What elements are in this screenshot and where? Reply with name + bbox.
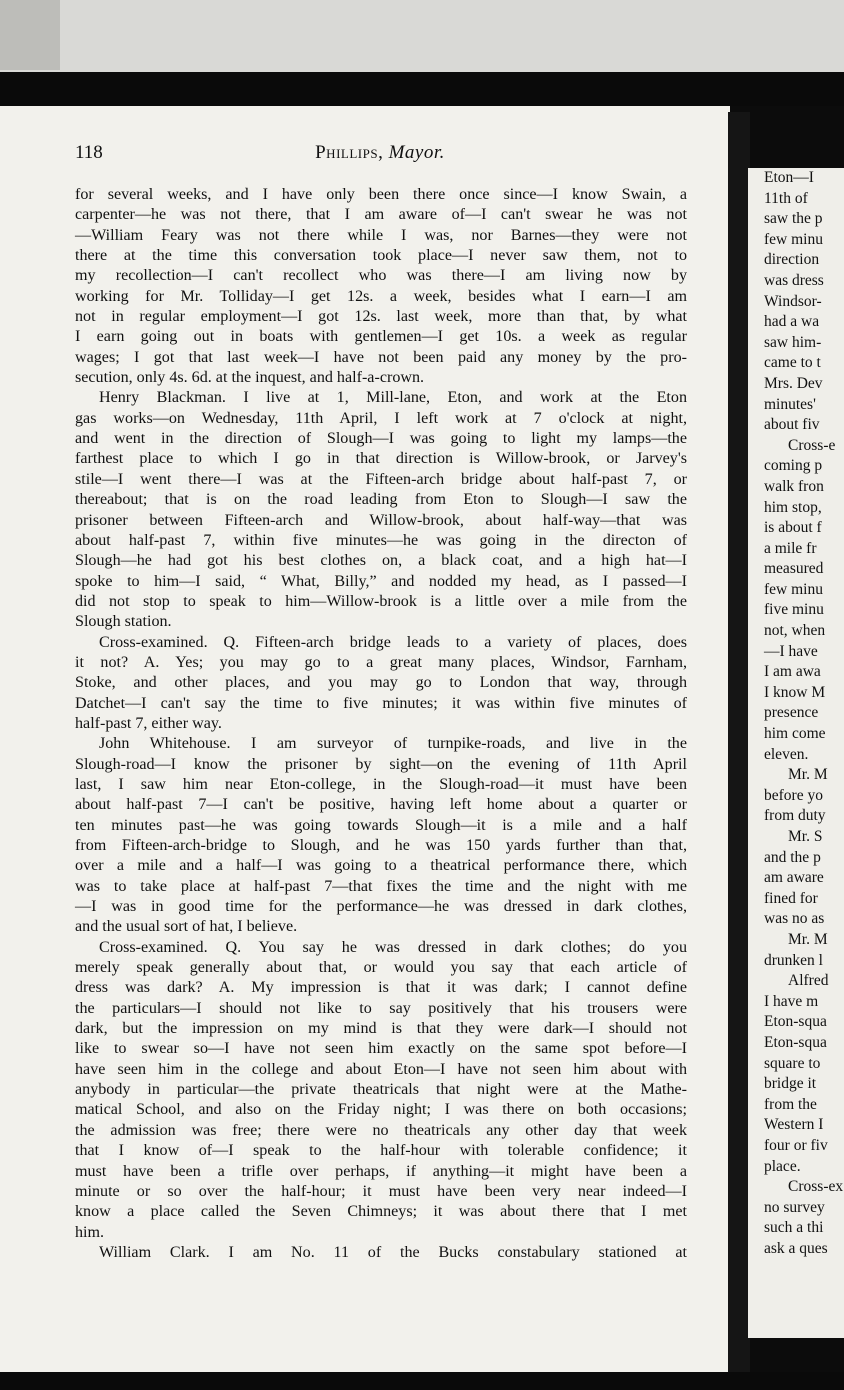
text-line: merely speak generally about that, or would you say that each article of bbox=[75, 959, 687, 977]
facing-line: Eton-squa bbox=[764, 1033, 827, 1051]
text-line: Slough-road—I know the prisoner by sight—on the evening of 11th April bbox=[75, 755, 687, 773]
text-line: the admission was free; there were no theatricals any other day that week bbox=[75, 1121, 687, 1139]
text-line: half-past 7, either way. bbox=[75, 714, 222, 732]
bottom-edge bbox=[0, 1372, 844, 1390]
facing-line: square to bbox=[764, 1054, 821, 1072]
facing-line: I know M bbox=[764, 683, 826, 701]
facing-line: him come bbox=[764, 725, 826, 743]
facing-line: not, when bbox=[764, 622, 826, 640]
text-line: him. bbox=[75, 1223, 105, 1241]
facing-line: eleven. bbox=[764, 745, 809, 763]
facing-line: him stop, bbox=[764, 498, 822, 516]
facing-line: a mile fr bbox=[764, 539, 817, 557]
text-line: did not stop to speak to him—Willow-brook is a little over a mile from the bbox=[75, 592, 687, 610]
facing-line: direction bbox=[764, 251, 820, 269]
text-line: last, I saw him near Eton-college, in the Slough-road—it must have been bbox=[75, 775, 687, 793]
text-line: was to take place at half-past 7—that fixes the time and the night with me bbox=[75, 877, 687, 895]
text-line: secution, only 4s. 6d. at the inquest, and half-a-crown. bbox=[75, 369, 425, 387]
text-line: the particulars—I should not like to say positively that his trousers were bbox=[75, 999, 687, 1017]
text-line: thereabout; that is on the road leading from Eton to Slough—I saw the bbox=[75, 491, 687, 509]
facing-line: fined for bbox=[764, 889, 818, 907]
facing-line: Windsor- bbox=[764, 292, 822, 310]
text-line: stile—I went there—I was at the Fifteen-arch bridge about half-past 7, or bbox=[75, 470, 687, 488]
facing-line: I have m bbox=[764, 992, 819, 1010]
text-line: there at the time this conversation took place—I never saw them, not to bbox=[75, 247, 687, 265]
facing-line: Western I bbox=[764, 1116, 824, 1134]
facing-line: about fiv bbox=[764, 416, 820, 434]
text-line: carpenter—he was not there, that I am aware of—I can't swear he was not bbox=[75, 206, 687, 224]
text-line: matical School, and also on the Friday night; I was there on both occasions; bbox=[75, 1101, 687, 1119]
facing-line: Mr. M bbox=[788, 930, 828, 948]
text-line: John Whitehouse. I am surveyor of turnpike-roads, and live in the bbox=[99, 735, 687, 753]
text-line: and the usual sort of hat, I believe. bbox=[75, 918, 298, 936]
facing-line: from the bbox=[764, 1095, 817, 1113]
text-line: —I was in good time for the performance—he was dressed in dark clothes, bbox=[75, 898, 687, 916]
text-line: like to swear so—I have not seen him exactly on the same spot before—I bbox=[75, 1040, 687, 1058]
text-line: minute or so over the half-hour; it must have been very near indeed—I bbox=[75, 1182, 687, 1200]
facing-line: no survey bbox=[764, 1198, 825, 1216]
facing-line: Cross-e bbox=[788, 436, 836, 454]
text-line: about half-past 7, within five minutes—he was going in the directon of bbox=[75, 531, 687, 549]
text-line: working for Mr. Tolliday—I get 12s. a week, besides what I earn—I am bbox=[75, 287, 687, 305]
facing-line: coming p bbox=[764, 457, 823, 475]
facing-line: am aware bbox=[764, 869, 824, 887]
page-number: 118 bbox=[75, 142, 103, 163]
text-line: William Clark. I am No. 11 of the Bucks constabulary stationed at bbox=[99, 1243, 687, 1261]
facing-line: few minu bbox=[764, 580, 823, 598]
text-line: Cross-examined. Q. You say he was dressed in dark clothes; do you bbox=[99, 938, 687, 956]
facing-line: ask a ques bbox=[764, 1239, 828, 1257]
text-line: —William Feary was not there while I was, nor Barnes—they were not bbox=[75, 226, 687, 244]
facing-line: saw the p bbox=[764, 210, 823, 228]
facing-line: Eton-squa bbox=[764, 1013, 827, 1031]
running-title-role: Mayor. bbox=[388, 142, 445, 163]
text-line: know a place called the Seven Chimneys; it was about there that I met bbox=[75, 1203, 687, 1221]
text-line: spoke to him—I said, “ What, Billy,” and nodded my head, as I passed—I bbox=[75, 572, 687, 590]
facing-line: was dress bbox=[764, 271, 824, 289]
page-body bbox=[75, 185, 687, 1263]
background-shadow bbox=[0, 0, 60, 70]
facing-line: Alfred bbox=[788, 972, 829, 990]
text-line: farthest place to which I go in that direction is Willow-brook, or Jarvey's bbox=[75, 450, 687, 468]
facing-line: four or fiv bbox=[764, 1136, 828, 1154]
text-line: ten minutes past—he was going towards Slough—it is a mile and a half bbox=[75, 816, 687, 834]
facing-line: Mrs. Dev bbox=[764, 374, 823, 392]
text-line: dress was dark? A. My impression is that it was dark; I cannot define bbox=[75, 979, 687, 997]
facing-line: Cross-ex bbox=[788, 1178, 844, 1196]
text-line: Slough—he had got his best clothes on, a black coat, and a high hat—I bbox=[75, 552, 687, 570]
facing-line: before yo bbox=[764, 786, 823, 804]
facing-line: Mr. M bbox=[788, 766, 828, 784]
text-line: Datchet—I can't say the time to five minutes; it was within five minutes of bbox=[75, 694, 687, 712]
facing-line: was no as bbox=[764, 910, 825, 928]
page-header bbox=[75, 142, 685, 170]
text-line: gas works—on Wednesday, 11th April, I left work at 7 o'clock at night, bbox=[75, 409, 687, 427]
running-title-name: Phillips, bbox=[315, 142, 384, 163]
facing-line: Mr. S bbox=[788, 828, 823, 845]
text-line: that I know of—I speak to the half-hour with tolerable confidence; it bbox=[75, 1142, 687, 1160]
binding-band bbox=[0, 72, 844, 106]
text-line: and went in the direction of Slough—I was going to light my lamps—the bbox=[75, 430, 687, 448]
text-line: I earn going out in boats with gentlemen—I get 10s. a week as regular bbox=[75, 328, 687, 346]
facing-line: came to t bbox=[764, 354, 821, 372]
facing-line: five minu bbox=[764, 601, 824, 619]
facing-line: —I have bbox=[764, 642, 818, 660]
facing-line: and the p bbox=[764, 848, 821, 866]
text-line: Stoke, and other places, and you may go to London that way, through bbox=[75, 674, 687, 692]
background-top bbox=[0, 0, 844, 78]
text-line: it not? A. Yes; you may go to a great many places, Windsor, Farnham, bbox=[75, 653, 687, 671]
text-line: Slough station. bbox=[75, 613, 172, 631]
facing-line: few minu bbox=[764, 230, 823, 248]
facing-line: bridge it bbox=[764, 1075, 817, 1093]
facing-line: from duty bbox=[764, 807, 826, 825]
facing-line: had a wa bbox=[764, 313, 820, 331]
text-line: prisoner between Fifteen-arch and Willow-brook, about half-way—that was bbox=[75, 511, 687, 529]
text-line: from Fifteen-arch-bridge to Slough, and he was 150 yards further than that, bbox=[75, 837, 687, 854]
text-line: must have been a trifle over perhaps, if anything—it might have been a bbox=[75, 1162, 687, 1180]
facing-line: measured bbox=[764, 560, 824, 578]
facing-line: presence bbox=[764, 704, 819, 722]
text-line: Cross-examined. Q. Fifteen-arch bridge leads to a variety of places, does bbox=[99, 633, 687, 651]
facing-line: walk fron bbox=[764, 477, 824, 495]
text-line: for several weeks, and I have only been there once since—I know Swain, a bbox=[75, 186, 687, 203]
facing-line: place. bbox=[764, 1157, 801, 1175]
running-title bbox=[75, 142, 685, 164]
facing-line: 11th of bbox=[764, 189, 808, 207]
facing-line: is about f bbox=[764, 519, 822, 537]
facing-line: minutes' bbox=[764, 395, 816, 413]
text-line: have seen him in the college and about Eton—I have not seen him about with bbox=[75, 1060, 687, 1078]
text-line: my recollection—I can't recollect who was there—I am living now by bbox=[75, 267, 687, 285]
text-line: not in regular employment—I got 12s. last week, more than that, by what bbox=[75, 308, 687, 326]
book-gutter bbox=[728, 112, 750, 1374]
facing-line: Eton—I bbox=[764, 169, 814, 186]
text-line: dark, but the impression on my mind is that they were dark—I should not bbox=[75, 1020, 687, 1038]
facing-line: such a thi bbox=[764, 1219, 824, 1237]
facing-line: I am awa bbox=[764, 663, 821, 681]
text-line: anybody in particular—the private theatricals that night were at the Mathe- bbox=[75, 1081, 687, 1099]
text-line: Henry Blackman. I live at 1, Mill-lane, Eton, and work at the Eton bbox=[99, 389, 687, 407]
text-line: over a mile and a half—I was going to a theatrical performance there, which bbox=[75, 857, 687, 875]
facing-line: saw him- bbox=[764, 333, 822, 351]
text-line: about half-past 7—I can't be positive, having left home about a quarter or bbox=[75, 796, 687, 814]
text-line: wages; I got that last week—I have not been paid any money by the pro- bbox=[75, 348, 687, 366]
facing-line: drunken l bbox=[764, 951, 823, 969]
facing-page bbox=[748, 168, 844, 1338]
